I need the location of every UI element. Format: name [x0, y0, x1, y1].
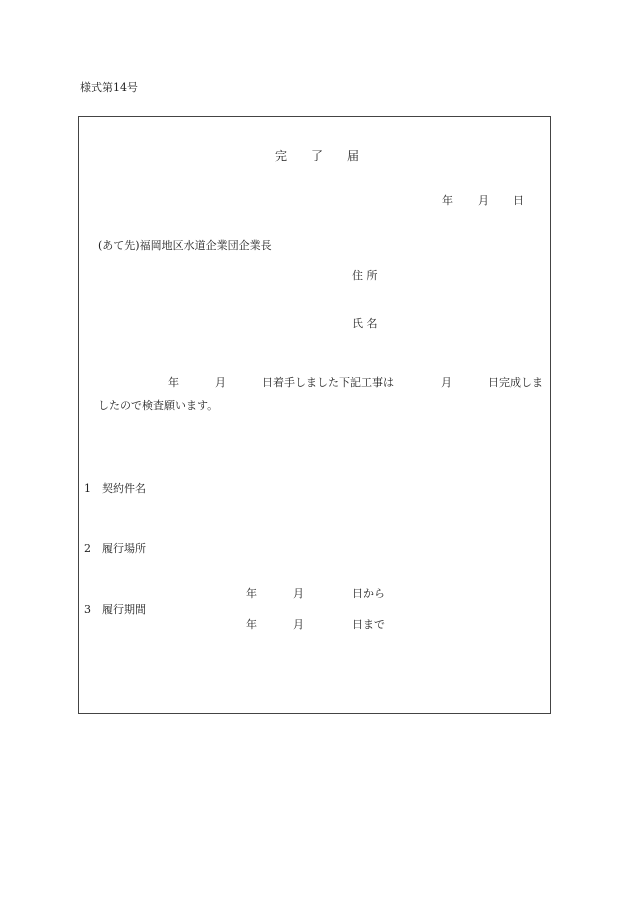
- title-char-1: 完: [275, 149, 288, 163]
- item-number: 2: [84, 542, 91, 555]
- applicant-name-label: 氏 名: [352, 317, 378, 330]
- body-end-text: 日完成しま: [488, 376, 543, 389]
- period-to-suffix: 日まで: [352, 618, 385, 631]
- item-contract-name: [84, 483, 146, 494]
- item-label: 履行期間: [102, 603, 146, 616]
- body-month-label: 月: [215, 376, 226, 389]
- title-char-3: 届: [347, 149, 360, 163]
- body-year-label: 年: [168, 376, 179, 389]
- form-number: 様式第14号: [80, 81, 138, 94]
- period-from-year-label: 年: [246, 587, 257, 600]
- item-label: 履行場所: [102, 542, 146, 555]
- date-year-label: 年: [442, 194, 453, 207]
- title-char-2: 了: [311, 149, 324, 163]
- period-to-year-label: 年: [246, 618, 257, 631]
- period-from-month-label: 月: [293, 587, 304, 600]
- body-end-month-label: 月: [441, 376, 452, 389]
- item-number: 3: [84, 603, 91, 616]
- body-line-2: したので検査願います。: [98, 399, 219, 412]
- item-label: 契約件名: [102, 482, 146, 495]
- body-start-text: 日着手しました下記工事は: [262, 376, 394, 389]
- date-day-label: 日: [513, 194, 524, 207]
- applicant-address-label: 住 所: [352, 269, 378, 282]
- period-to-month-label: 月: [293, 618, 304, 631]
- addressee: (あて先)福岡地区水道企業団企業長: [98, 239, 272, 252]
- item-number: 1: [84, 482, 91, 495]
- item-period: [84, 604, 146, 615]
- item-location: [84, 543, 146, 554]
- date-month-label: 月: [478, 194, 489, 207]
- period-from-suffix: 日から: [352, 587, 385, 600]
